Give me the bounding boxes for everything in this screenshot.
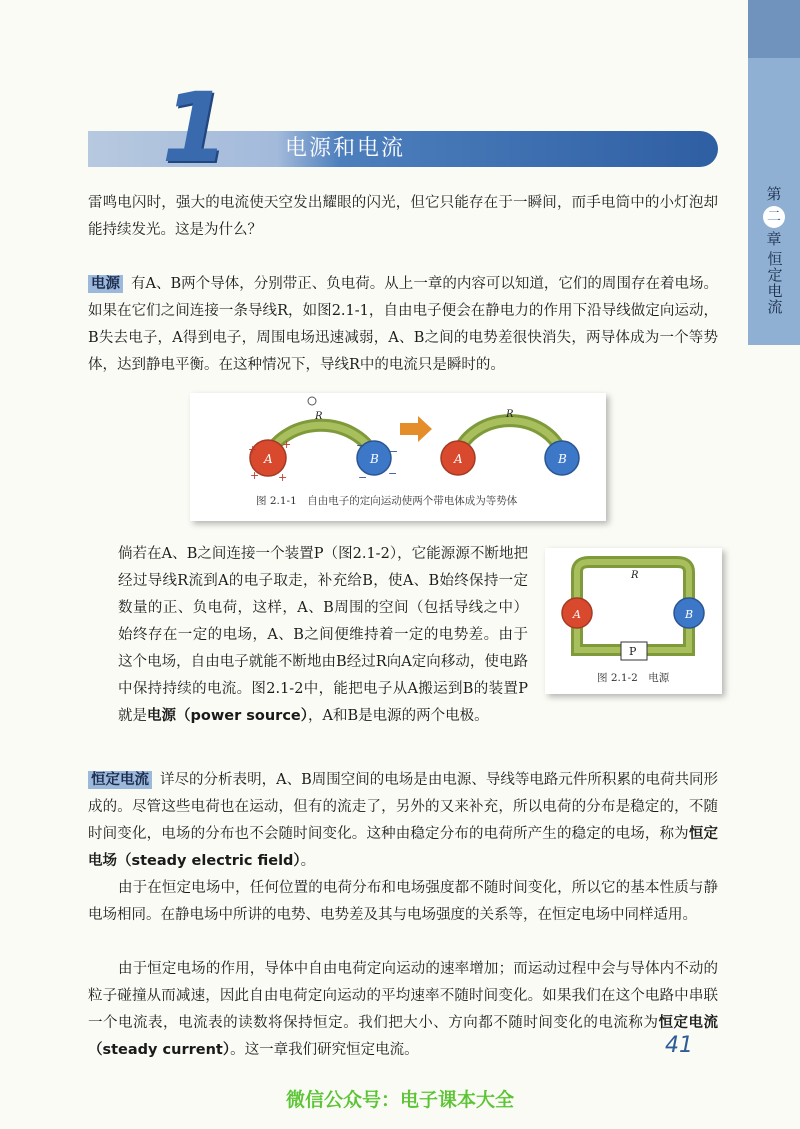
section-number: 1 bbox=[161, 72, 229, 184]
fig1-label-b-left: B bbox=[370, 452, 379, 466]
fig1-label-r-left: R bbox=[315, 411, 323, 422]
keyword-steady-current: 恒定电流 bbox=[88, 771, 152, 789]
figure-2-1-2 bbox=[545, 548, 722, 694]
device-text-2: ，A和B是电源的两个电极。 bbox=[308, 708, 489, 724]
footer-watermark: 微信公众号：电子课本大全 bbox=[285, 1089, 514, 1111]
chapter-name: 恒定电流 bbox=[765, 251, 784, 315]
figure-1-drawing bbox=[190, 393, 606, 493]
svg-text:+: + bbox=[250, 469, 260, 482]
same-properties-paragraph: 由于在恒定电场中，任何位置的电荷分布和电场强度都不随时间变化，所以它的基本性质与静电场相同。在静电场中所讲的电势、电势差及其与电场强度的关系等，在恒定电场中同样适用。 bbox=[88, 880, 718, 923]
chapter-label bbox=[752, 185, 796, 315]
intro-paragraph: 雷鸣电闪时，强大的电流使天空发出耀眼的闪光，但它只能存在于一瞬间，而手电筒中的小灯泡却能持续发光。这是为什么？ bbox=[88, 195, 718, 238]
current-text-1: 由于恒定电场的作用，导体中自由电荷定向运动的速率增加；而运动过程中会与导体内不动的粒子碰撞从而减速，因此自由电荷定向运动的平均速率不随时间变化。如果我们在这个电路中串联一个电流表，电流表的读数将保持恒定。我们把大小、方向都不随时间变化的电流称为 bbox=[88, 961, 718, 1031]
electron-icon bbox=[308, 397, 316, 405]
power-source-text: 有A、B两个导体，分别带正、负电荷。从上一章的内容可以知道，它们的周围存在着电场。如果在它们之间连接一条导线R，如图2.1-1，自由电子便会在静电力的作用下沿导线做定向运动，B失去电子，A得到电子，周围电场迅速减弱，A、B之间的电势差很快消失，两导体成为一个等势体，达到静电平衡。在这种情况下，导线R中的电流只是瞬时的。 bbox=[88, 276, 718, 373]
page-number: 41 bbox=[665, 1033, 693, 1058]
fig2-label-a: A bbox=[573, 608, 581, 621]
svg-text:+: + bbox=[282, 438, 292, 451]
svg-text:−: − bbox=[358, 471, 368, 484]
chapter-di: 第 bbox=[766, 185, 782, 203]
steady-text-2: 。 bbox=[300, 853, 316, 869]
figure-2-drawing bbox=[545, 548, 722, 666]
device-text-1: 倘若在A、B之间连接一个装置P（图2.1-2），它能源源不断地把经过导线R流到A的电子取走，补充给B，使A、B始终保持一定数量的正、负电荷，这样，A、B周围的空间（包括导线之中）始终存在一定的电场，A、B之间便维持着一定的电势差。由于这个电场，自由电子就能不断地由B经过R向A定向移动，使电路中保持持续的电流。图2.1-2中，能把电子从A搬运到B的装置P就是 bbox=[118, 546, 528, 724]
fig1-label-r-right: R bbox=[506, 409, 514, 420]
power-source-paragraph bbox=[88, 271, 718, 379]
svg-text:−: − bbox=[388, 467, 398, 480]
term-power-source: 电源（power source） bbox=[147, 708, 309, 724]
keyword-power-source: 电源 bbox=[88, 275, 123, 293]
arrow-icon bbox=[400, 416, 432, 442]
fig1-label-a-left: A bbox=[264, 452, 273, 466]
fig2-label-p: P bbox=[629, 645, 637, 658]
chapter-tab-top bbox=[748, 0, 800, 58]
figure-2-1-1 bbox=[190, 393, 606, 521]
figure-1-caption: 图 2.1-1 自由电子的定向运动使两个带电体成为等势体 bbox=[256, 495, 518, 507]
svg-text:−: − bbox=[389, 445, 399, 458]
svg-text:−: − bbox=[356, 439, 366, 452]
svg-text:+: + bbox=[278, 471, 288, 484]
current-text-2: 。这一章我们研究恒定电流。 bbox=[230, 1042, 419, 1058]
steady-text-1: 详尽的分析表明，A、B周围空间的电场是由电源、导线等电路元件所积累的电荷共同形成的。尽管这些电荷也在运动，但有的流走了，另外的又来补充，所以电荷的分布是稳定的，不随时间变化，电场的分布也不会随时间变化。这种由稳定分布的电荷所产生的稳定的电场，称为 bbox=[88, 772, 718, 842]
svg-text:+: + bbox=[248, 443, 258, 456]
chapter-tab bbox=[748, 0, 800, 345]
fig2-label-r: R bbox=[631, 570, 639, 581]
term-steady-field: 恒定电场（steady electric field） bbox=[88, 826, 718, 869]
fig2-label-b: B bbox=[685, 608, 694, 621]
fig1-label-b-right: B bbox=[558, 452, 567, 466]
steady-field-paragraph bbox=[88, 767, 718, 875]
device-paragraph bbox=[118, 541, 528, 730]
chapter-number: 二 bbox=[763, 206, 785, 228]
term-steady-current: 恒定电流（steady current） bbox=[88, 1015, 719, 1058]
fig1-label-a-right: A bbox=[454, 452, 463, 466]
section-title: 电源和电流 bbox=[285, 136, 406, 161]
chapter-zhang: 章 bbox=[766, 230, 782, 248]
steady-current-paragraph bbox=[88, 956, 718, 1064]
figure-2-caption: 图 2.1-2 电源 bbox=[597, 672, 670, 684]
